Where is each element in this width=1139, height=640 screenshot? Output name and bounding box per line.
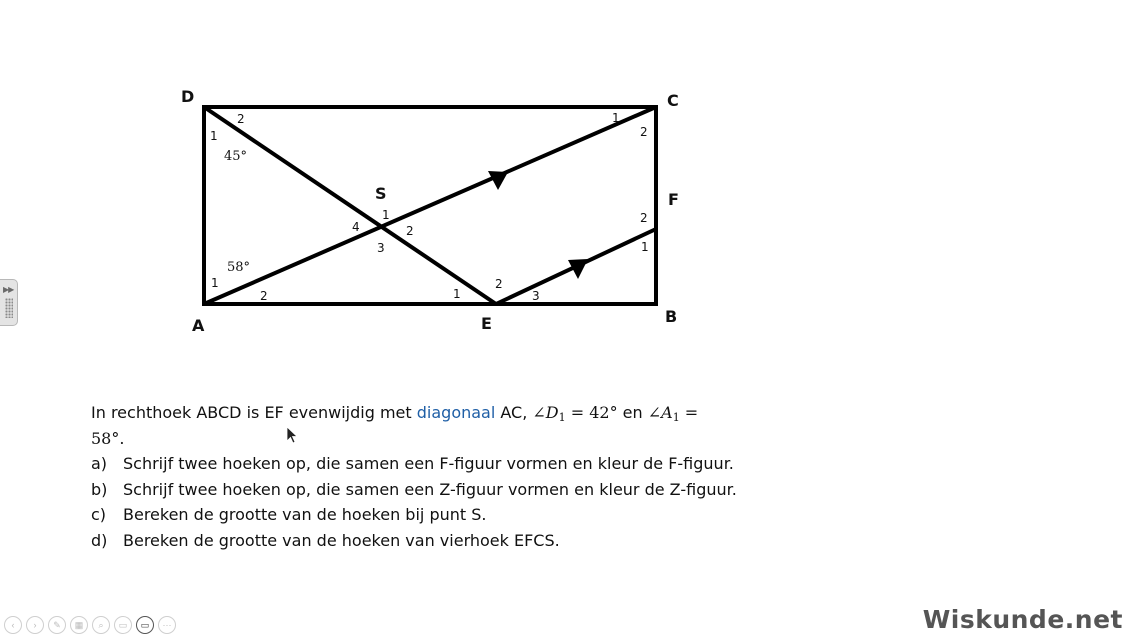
angle-a1-sub: 1 (672, 411, 680, 424)
video-icon[interactable]: ▭ (136, 616, 154, 634)
angle-d1-sub: 1 (558, 411, 566, 424)
angle-label-s2: 2 (406, 224, 414, 238)
expand-arrows-icon: ▶▶ (3, 285, 14, 294)
question-a (91, 451, 791, 477)
question-b (91, 477, 791, 503)
angle-label-c2: 2 (640, 125, 648, 139)
angle-a1-name: A (661, 403, 673, 422)
grip-icon (5, 298, 13, 318)
angle-label-e3: 3 (532, 289, 540, 303)
angle-label-d2: 2 (237, 112, 245, 126)
vertex-label-f: F (668, 190, 679, 209)
vertex-label-e: E (481, 314, 492, 333)
more-icon[interactable]: ··· (158, 616, 176, 634)
angle-label-e2: 2 (495, 277, 503, 291)
intro-text-after: AC, (495, 403, 533, 422)
problem-intro-line2: 58°. (91, 428, 125, 448)
angle-label-e1: 1 (453, 287, 461, 301)
angle-label-c1: 1 (612, 111, 620, 125)
question-d (91, 528, 791, 554)
pen-icon[interactable]: ✎ (48, 616, 66, 634)
slides-icon[interactable]: ▦ (70, 616, 88, 634)
question-text: Schrijf twee hoeken op, die samen een F-figuur vormen en kleur de F-figuur. (123, 454, 734, 473)
angle-label-s3: 3 (377, 241, 385, 255)
connector-text: en (617, 403, 648, 422)
zoom-icon[interactable]: ⌕ (92, 616, 110, 634)
previous-icon[interactable]: ‹ (4, 616, 22, 634)
given-angle-d1: 45° (224, 149, 248, 164)
angle-label-s4: 4 (352, 220, 360, 234)
presentation-toolbar (4, 616, 176, 634)
question-text: Bereken de grootte van de hoeken van vierhoek EFCS. (123, 530, 560, 550)
vertex-label-b: B (665, 307, 678, 326)
angle-label-f1: 1 (641, 240, 649, 254)
angle-d1-name: D (545, 403, 559, 422)
question-letter: c) (91, 505, 107, 524)
question-letter: d) (91, 530, 108, 550)
given-angle-a1: 58° (227, 260, 251, 275)
mouse-cursor-icon (286, 426, 300, 446)
subtitles-icon[interactable]: ▭ (114, 616, 132, 634)
diagonaal-link[interactable]: diagonaal (416, 403, 496, 422)
question-letter: a) (91, 454, 108, 473)
vertex-label-a: A (192, 316, 205, 335)
vertex-label-d: D (181, 87, 195, 106)
angle-label-a1: 1 (211, 276, 219, 290)
side-panel-handle[interactable] (0, 279, 18, 326)
problem-intro (91, 400, 791, 426)
vertex-label-s: S (375, 184, 387, 203)
diagonal-ac (204, 107, 656, 304)
vertex-label-c: C (667, 91, 679, 110)
problem-text (91, 400, 791, 553)
intro-text: In rechthoek ABCD is EF evenwijdig met (91, 403, 417, 422)
question-letter: b) (91, 479, 108, 499)
angle-a1-expression: $\angle A_1$ = (647, 403, 699, 424)
angle-label-f2: 2 (640, 211, 648, 225)
question-text: Schrijf twee hoeken op, die samen een Z-figuur vormen en kleur de Z-figuur. (123, 479, 737, 499)
angle-label-d1: 1 (210, 129, 218, 143)
brand-watermark: Wiskunde.net (922, 605, 1123, 634)
next-icon[interactable]: › (26, 616, 44, 634)
angle-d1-expression: $\angle D_1 = 42^\circ$ (532, 403, 618, 424)
angle-d1-value: = 42° (565, 403, 618, 422)
question-c (91, 502, 791, 528)
angle-a1-value: = (679, 403, 699, 422)
angle-label-s1: 1 (382, 208, 390, 222)
question-text: Bereken de grootte van de hoeken bij punt S. (123, 505, 487, 524)
angle-label-a2: 2 (260, 289, 268, 303)
